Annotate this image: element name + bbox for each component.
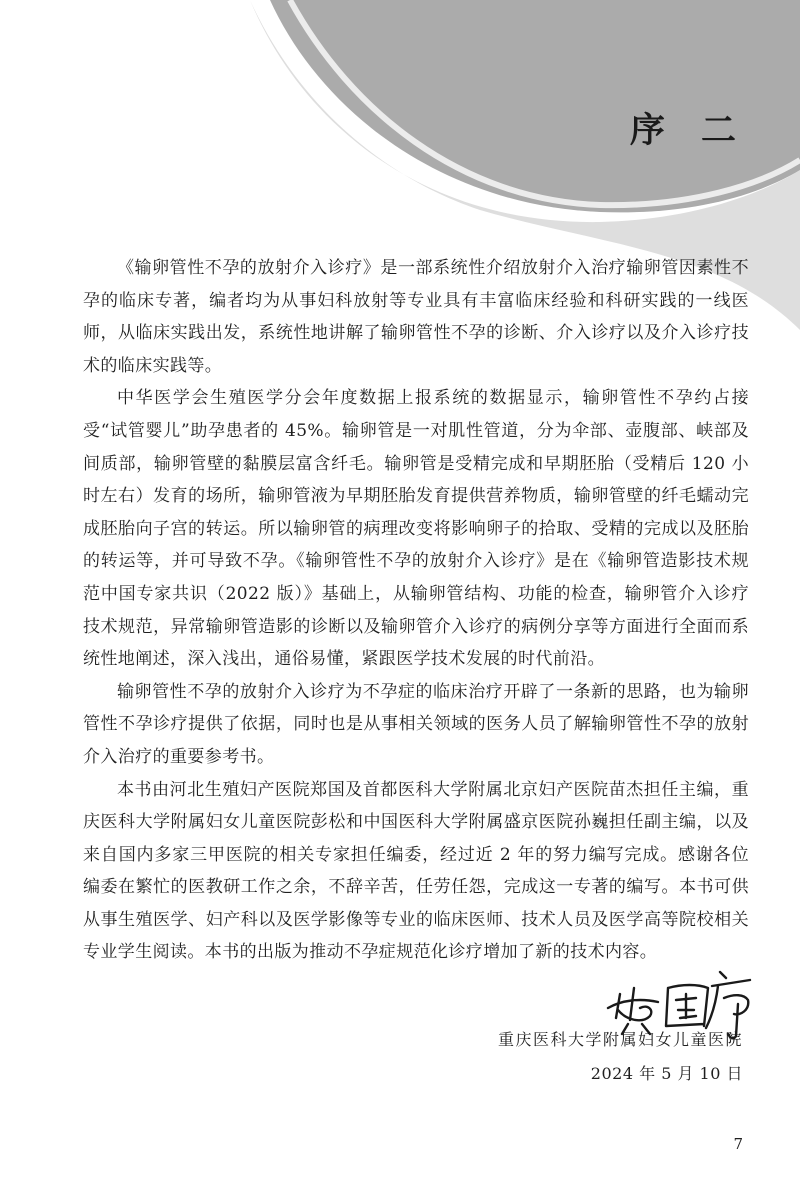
paragraph: 本书由河北生殖妇产医院郑国及首都医科大学附属北京妇产医院苗杰担任主编，重庆医科大学附属妇女儿童医院彭松和中国医科大学附属盛京医院孙巍担任副主编，以及来自国内多家三甲医院的相关专家担任编委，经过近 2 年的努力编写完成。感谢各位编委在繁忙的医教研工作之余，不辞辛苦，任劳任怨，完成这一专著的编写。本书可供从事生殖医学、妇产科以及医学影像等专业的临床医师、技术人员及医学高等院校相关专业学生阅读。本书的出版为推动不孕症规范化诊疗增加了新的技术内容。 (83, 779, 749, 963)
signature-date: 2024 年 5 月 10 日 (590, 1064, 743, 1083)
paragraph: 中华医学会生殖医学分会年度数据上报系统的数据显示，输卵管性不孕约占接受“试管婴儿”助孕患者的 45%。输卵管是一对肌性管道，分为伞部、壶腹部、峡部及间质部，输卵管壁的黏膜层富含纤毛。输卵管是受精完成和早期胚胎（受精后 120 小时左右）发育的场所，输卵管液为早期胚胎发育提供营养物质，输卵管壁的纤毛蠕动完成胚胎向子宫的转运。所以输卵管的病理改变将影响卵子的拾取、受精的完成以及胚胎的转运等，并可导致不孕。《输卵管性不孕的放射介入诊疗》是在《输卵管造影技术规范中国专家共识（2022 版）》基础上，从输卵管结构、功能的检查，输卵管介入诊疗技术规范，异常输卵管造影的诊断以及输卵管介入诊疗的病例分享等方面进行全面而系统性地阐述，深入浅出，通俗易懂，紧跟医学技术发展的时代前沿。 (83, 388, 749, 670)
preface-body (83, 252, 749, 969)
signature-affiliation: 重庆医科大学附属妇女儿童医院 (497, 1030, 743, 1049)
page-title: 序 二 (629, 111, 748, 151)
paragraph: 《输卵管性不孕的放射介入诊疗》是一部系统性介绍放射介入治疗输卵管因素性不孕的临床专著，编者均为从事妇科放射等专业具有丰富临床经验和科研实践的一线医师，从临床实践出发，系统性地讲解了输卵管性不孕的诊断、介入诊疗以及介入诊疗技术的临床实践等。 (83, 258, 749, 376)
page-number: 7 (733, 1135, 743, 1153)
paragraph: 输卵管性不孕的放射介入诊疗为不孕症的临床治疗开辟了一条新的思路，也为输卵管性不孕诊疗提供了依据，同时也是从事相关领域的医务人员了解输卵管性不孕的放射介入治疗的重要参考书。 (83, 681, 749, 767)
